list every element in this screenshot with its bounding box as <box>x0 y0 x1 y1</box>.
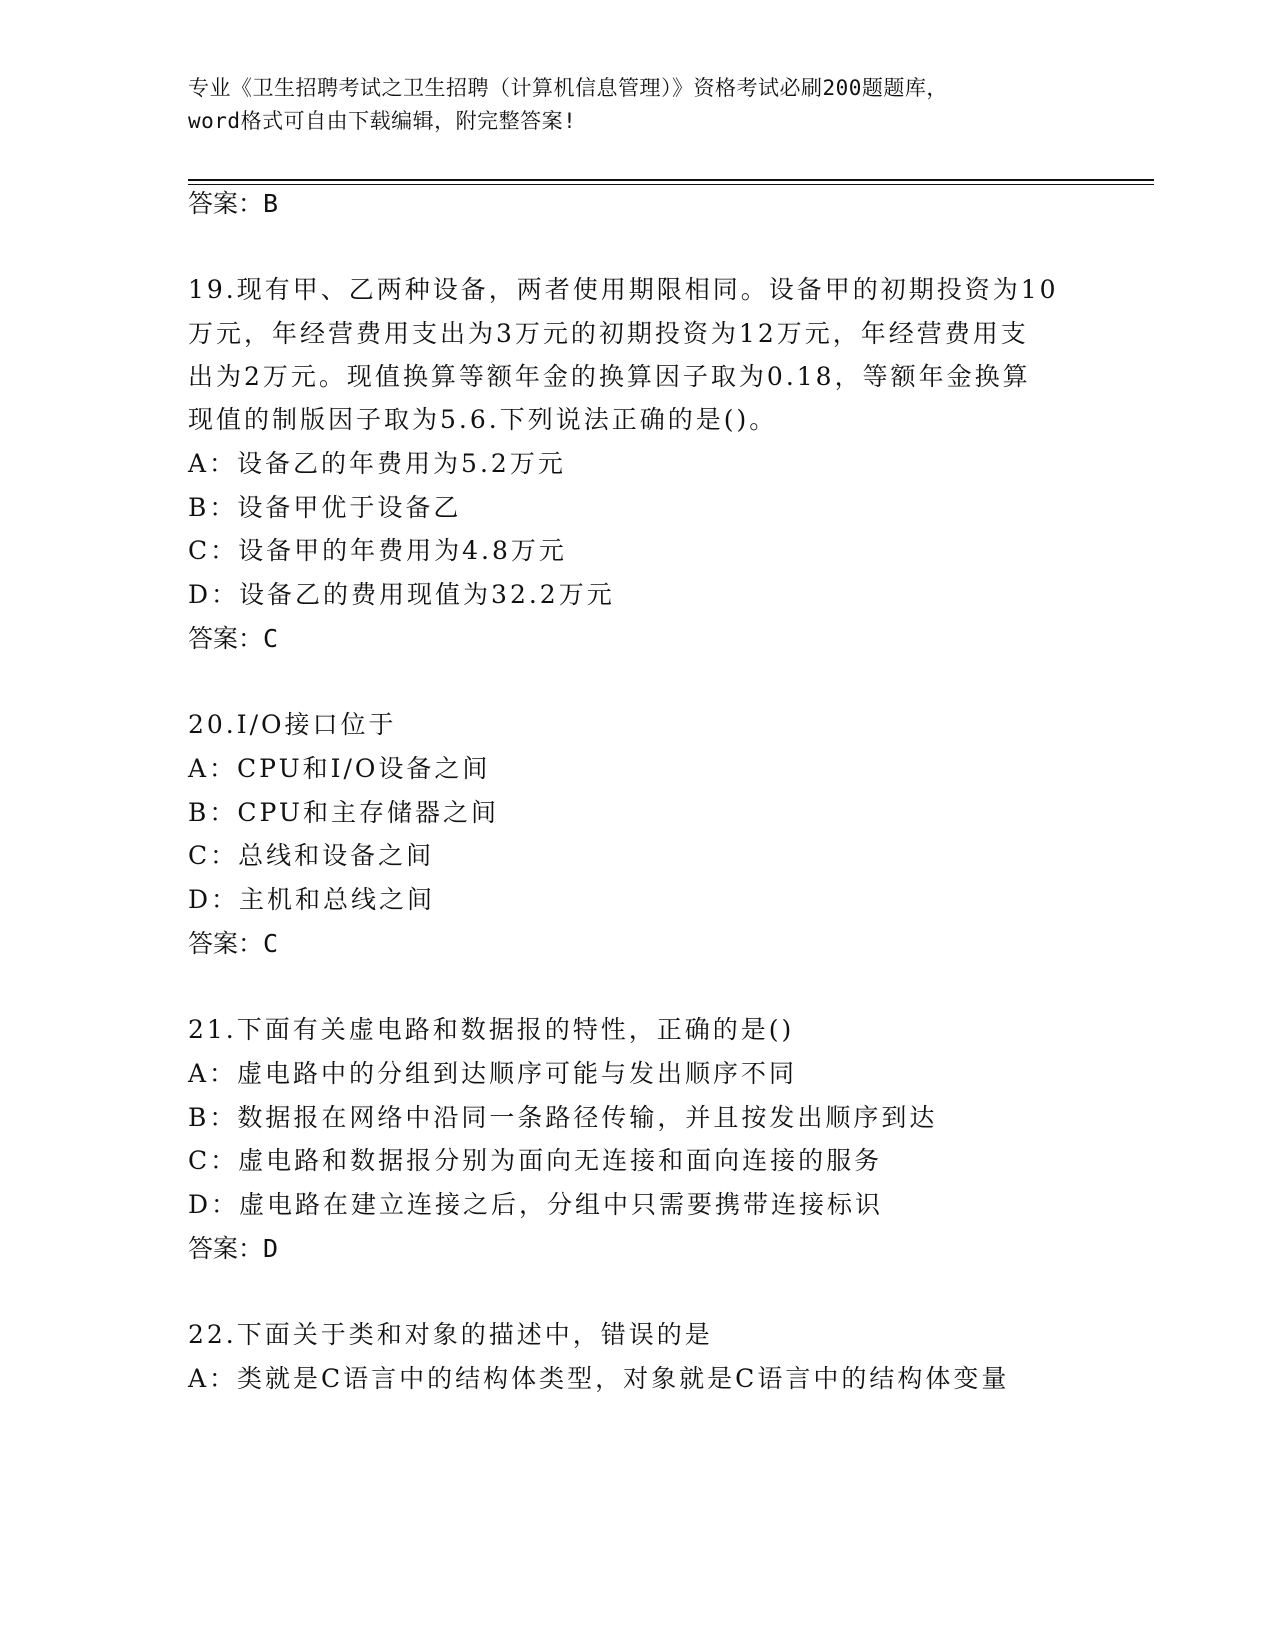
header-divider-thin <box>188 184 1154 185</box>
question-20-option-b: B：CPU和主存储器之间 <box>188 798 499 827</box>
question-19-stem-line-1: 19.现有甲、乙两种设备，两者使用期限相同。设备甲的初期投资为10 <box>188 275 1059 304</box>
question-20-stem: 20.I/O接口位于 <box>188 710 397 739</box>
question-20-option-a: A：CPU和I/O设备之间 <box>188 754 491 783</box>
answer-21: 答案：D <box>188 1234 279 1263</box>
question-21-option-d: D：虚电路在建立连接之后，分组中只需要携带连接标识 <box>188 1190 884 1219</box>
question-21-option-c: C：虚电路和数据报分别为面向无连接和面向连接的服务 <box>188 1146 883 1175</box>
header-divider-thick <box>188 179 1154 181</box>
question-20-option-d: D：主机和总线之间 <box>188 885 436 914</box>
answer-18: 答案：B <box>188 189 279 218</box>
question-19-option-b: B：设备甲优于设备乙 <box>188 493 462 522</box>
answer-20: 答案：C <box>188 929 279 958</box>
header-title-line-1: 专业《卫生招聘考试之卫生招聘（计算机信息管理）》资格考试必刷200题题库， <box>188 76 948 100</box>
question-19-option-a: A：设备乙的年费用为5.2万元 <box>188 449 566 478</box>
question-19-stem-line-4: 现值的制版因子取为5.6.下列说法正确的是()。 <box>188 405 778 434</box>
question-21-option-a: A：虚电路中的分组到达顺序可能与发出顺序不同 <box>188 1059 798 1088</box>
question-19-stem-line-2: 万元，年经营费用支出为3万元的初期投资为12万元，年经营费用支 <box>188 319 1029 348</box>
answer-19: 答案：C <box>188 624 279 653</box>
document-header <box>188 72 1088 138</box>
question-20-option-c: C：总线和设备之间 <box>188 841 435 870</box>
question-21-stem: 21.下面有关虚电路和数据报的特性，正确的是() <box>188 1015 795 1044</box>
question-22-option-a: A：类就是C语言中的结构体类型，对象就是C语言中的结构体变量 <box>188 1364 1010 1393</box>
question-22-stem: 22.下面关于类和对象的描述中，错误的是 <box>188 1320 713 1349</box>
question-19-option-c: C：设备甲的年费用为4.8万元 <box>188 536 567 565</box>
question-19-stem-line-3: 出为2万元。现值换算等额年金的换算因子取为0.18，等额年金换算 <box>188 362 1031 391</box>
header-title-line-2: word格式可自由下载编辑，附完整答案! <box>188 109 577 133</box>
question-19-option-d: D：设备乙的费用现值为32.2万元 <box>188 580 615 609</box>
question-21-option-b: B：数据报在网络中沿同一条路径传输，并且按发出顺序到达 <box>188 1103 938 1132</box>
